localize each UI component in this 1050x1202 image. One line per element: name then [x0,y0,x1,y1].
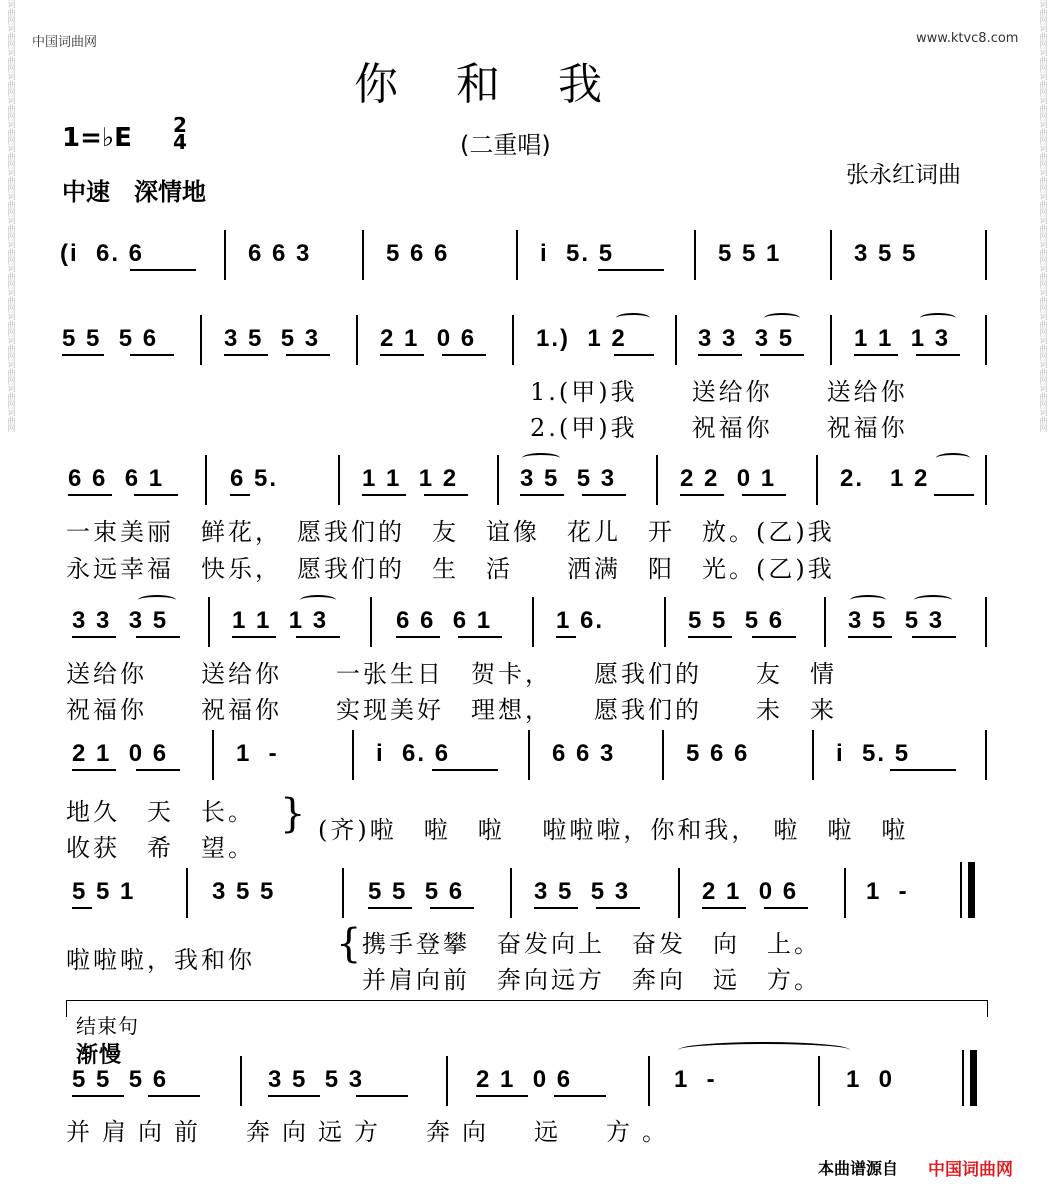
beam [424,494,468,496]
key-signature: 1=♭E [62,123,132,153]
beam [432,769,498,771]
beam [72,907,92,909]
lyric-verse-2: 永远幸福 快乐， 愿我们的 生 活 洒满 阳 光。(乙)我 [66,555,835,583]
barline [186,868,188,918]
measure: 3 3 3 5 [72,607,169,634]
lyric-line: 并肩向前 奔向远方 奔向 远 方。 [66,1118,678,1146]
beam [934,494,974,496]
header-right-site: www.ktvc8.com [916,31,1019,46]
barline [516,230,518,280]
barline [675,315,677,365]
measure: 2 1 0 6 [476,1066,573,1093]
slur [914,595,952,605]
beam [764,907,808,909]
beam [598,269,664,271]
measure: 2 1 0 6 [72,740,169,767]
barline [224,230,226,280]
beam [72,636,116,638]
measure: i 5. 5 [836,740,911,767]
measure: 2 1 0 6 [702,878,799,905]
beam [614,354,654,356]
author-credit: 张永红词曲 [846,162,961,188]
measure: 3 3 3 5 [698,325,795,352]
tempo-marking: 中速 深情地 [62,178,206,206]
measure: 5 6 6 [686,740,750,767]
measure: 3 5 5 3 [848,607,945,634]
time-signature: 2 4 [173,113,187,154]
tie [678,1042,850,1058]
measure: 3 5 5 3 [268,1066,365,1093]
beam [72,769,116,771]
barline [240,1056,242,1106]
barline [532,597,534,647]
beam [136,769,180,771]
measure: 3 5 5 3 [534,878,631,905]
barline [678,868,680,918]
lyric-verse-1: 送给你 送给你 一张生日 贺卡， 愿我们的 友 情 [66,660,837,688]
measure: 5 5 5 6 [72,1066,169,1093]
beam [68,494,112,496]
beam [72,1095,124,1097]
coda-tempo: 渐慢 [76,1042,123,1068]
final-barline-thin [960,862,962,918]
slur [936,453,970,463]
barline [816,455,818,505]
lyric-verse-2: 2.(甲)我 祝福你 祝福你 [530,414,908,442]
barline [352,730,354,780]
beam [130,269,196,271]
slur [764,313,800,323]
measure: 6 6 3 [552,740,616,767]
beam [380,354,424,356]
measure: 6 5. [230,465,279,492]
measure: 1 1 1 2 [362,465,459,492]
beam [356,1095,408,1097]
lyric-verse-2: 收获 希 望。 [66,834,255,862]
barline [830,315,832,365]
beam [130,354,174,356]
coda-bracket [66,1000,988,1017]
beam [556,636,576,638]
beam [268,1095,320,1097]
barline [844,868,846,918]
barline [824,597,826,647]
barline [200,315,202,365]
slur [616,313,650,323]
barline [208,597,210,647]
barline [985,730,987,780]
measure: 5 5 5 6 [688,607,785,634]
barline [664,597,666,647]
beam [136,636,180,638]
beam [912,636,956,638]
beam [752,636,796,638]
measure: 5 5 5 6 [368,878,465,905]
barline [648,1056,650,1106]
slur [522,453,560,463]
lyric-verse-2: 并肩向前 奔向远方 奔向 远 方。 [362,966,821,994]
header-left-site: 中国词曲网 [32,35,98,50]
lyric-verse-1: 地久 天 长。 [66,798,255,826]
measure: 1 6. [556,607,605,634]
lyric-line: 啦啦啦，我和你 [66,946,255,974]
lyric-verse-1: 一束美丽 鲜花， 愿我们的 友 谊像 花儿 开 放。(乙)我 [66,518,835,546]
measure: 5 6 6 [386,240,450,267]
beam [368,907,412,909]
measure: 2 1 0 6 [380,325,477,352]
slur [920,313,956,323]
final-barline-thick [968,862,975,918]
beam [742,494,786,496]
measure: 1 1 1 3 [232,607,329,634]
beam [430,907,474,909]
measure: 1 - [866,878,909,905]
barline [985,597,987,647]
beam [286,354,330,356]
barline [356,315,358,365]
measure: 6 6 3 [248,240,312,267]
beam [534,907,578,909]
barline [662,730,664,780]
measure: 3 5 5 [212,878,276,905]
beam [148,1095,200,1097]
barline [212,730,214,780]
barline [342,868,344,918]
vocal-form: (二重唱) [460,131,551,159]
beam [698,354,742,356]
barline [370,597,372,647]
beam [848,636,892,638]
barline [528,730,530,780]
barline [446,1056,448,1106]
beam [396,636,440,638]
beam [854,354,898,356]
lyric-tutti: (齐)啦 啦 啦 啦啦啦，你和我， 啦 啦 啦 [318,816,909,844]
barline [694,230,696,280]
barline [205,455,207,505]
beam [134,494,178,496]
beam [442,354,486,356]
final-barline-thin [962,1050,964,1106]
measure: 6 6 6 1 [396,607,493,634]
barline [510,868,512,918]
measure: 1 - [236,740,279,767]
measure: 6 6 6 1 [68,465,165,492]
beam [890,769,956,771]
beam [582,494,626,496]
beam [296,636,340,638]
measure: 1 - [674,1066,717,1093]
beam [916,354,960,356]
barline [656,455,658,505]
measure: 1.) 1 2 [536,325,627,352]
measure: 3 5 5 3 [520,465,617,492]
barline [338,455,340,505]
song-title: 你和我 [354,59,660,110]
measure: 1 0 [846,1066,895,1093]
barline [812,730,814,780]
beam [702,907,746,909]
barline [830,230,832,280]
barline [818,1056,820,1106]
right-watermark: 词曲网词曲网词曲网词曲网词曲网词曲网词曲网词曲网词曲网词曲网词曲网词曲网词曲网词曲网词曲网词曲网词曲网词曲网 [1039,0,1048,432]
slur [850,595,886,605]
lyric-verse-2: 祝福你 祝福你 实现美好 理想， 愿我们的 未 来 [66,696,837,724]
beam [476,1095,528,1097]
barline [985,315,987,365]
coda-label: 结束句 [76,1014,139,1038]
beam [458,636,502,638]
slur [300,595,336,605]
lyric-verse-1: 携手登攀 奋发向上 奋发 向 上。 [362,930,821,958]
measure: 3 5 5 3 [224,325,321,352]
beam [596,907,640,909]
beam [362,494,406,496]
footer-source-site[interactable]: 中国词曲网 [928,1160,1013,1180]
measure: 3 5 5 [854,240,918,267]
beam [224,354,268,356]
slur [138,595,176,605]
measure: 5 5 5 6 [62,325,159,352]
verse-brace: { [336,921,362,967]
measure: (i 6. 6 [60,240,145,267]
beam [62,354,104,356]
beam [232,636,276,638]
beam [688,636,732,638]
left-watermark: 词曲网词曲网词曲网词曲网词曲网词曲网词曲网词曲网词曲网词曲网词曲网词曲网词曲网词曲网词曲网词曲网词曲网词曲网 [7,0,16,432]
beam [554,1095,606,1097]
barline [985,230,987,280]
beam [680,494,724,496]
final-barline-thick [970,1050,977,1106]
barline [985,455,987,505]
beam [760,354,804,356]
measure: 2 2 0 1 [680,465,777,492]
lyric-verse-1: 1.(甲)我 送给你 送给你 [530,378,908,406]
measure: 5 5 1 [72,878,136,905]
barline [512,315,514,365]
measure: i 5. 5 [540,240,615,267]
barline [362,230,364,280]
beam [520,494,564,496]
footer-source-label: 本曲谱源自 [818,1159,899,1178]
measure: i 6. 6 [376,740,451,767]
measure: 5 5 1 [718,240,782,267]
beam [230,494,250,496]
verse-brace: } [280,791,306,837]
measure: 1 1 1 3 [854,325,951,352]
barline [497,455,499,505]
measure: 2. 1 2 [840,465,930,492]
